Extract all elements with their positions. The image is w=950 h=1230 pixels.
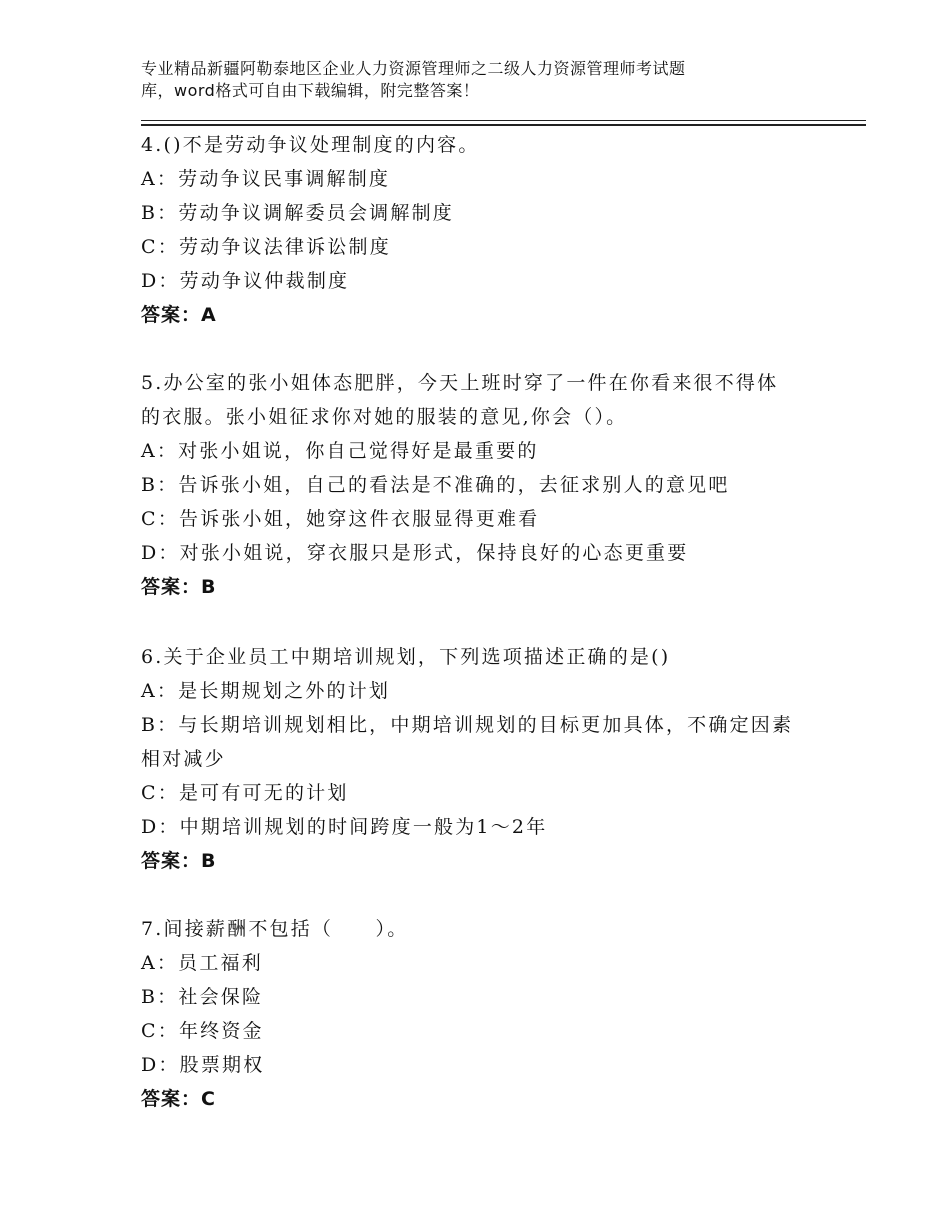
question-stem: 7.间接薪酬不包括（ ）。 [141,918,409,940]
option-c: C：劳动争议法律诉讼制度 [141,236,391,258]
question-4 [141,128,821,332]
header-divider-thick [141,124,866,126]
option-b-continued: 相对减少 [141,748,226,770]
option-a: A：员工福利 [141,952,263,974]
option-b: B：劳动争议调解委员会调解制度 [141,202,454,224]
option-d: D：股票期权 [141,1054,265,1076]
option-c: C：告诉张小姐，她穿这件衣服显得更难看 [141,508,540,530]
option-a: A：对张小姐说，你自己觉得好是最重要的 [141,440,539,462]
answer-line: 答案：A [141,304,217,326]
header-line-1: 专业精品新疆阿勒泰地区企业人力资源管理师之二级人力资源管理师考试题 [141,59,686,78]
header-divider-thin [141,120,866,121]
question-stem: 6.关于企业员工中期培训规划，下列选项描述正确的是() [141,646,671,668]
document-header [141,58,801,102]
question-stem-line-2: 的衣服。张小姐征求你对她的服装的意见,你会（）。 [141,406,628,428]
question-5 [141,366,821,604]
option-d: D：对张小姐说，穿衣服只是形式，保持良好的心态更重要 [141,542,689,564]
option-b: B：与长期培训规划相比，中期培训规划的目标更加具体，不确定因素 [141,714,794,736]
question-stem-line-1: 5.办公室的张小姐体态肥胖，今天上班时穿了一件在你看来很不得体 [141,372,779,394]
answer-line: 答案：B [141,850,217,872]
question-6 [141,640,821,878]
option-a: A：是长期规划之外的计划 [141,680,391,702]
question-stem: 4.()不是劳动争议处理制度的内容。 [141,134,480,156]
answer-line: 答案：B [141,576,217,598]
option-b: B：社会保险 [141,986,264,1008]
question-7 [141,912,821,1116]
option-d: D：中期培训规划的时间跨度一般为1～2年 [141,816,548,838]
answer-line: 答案：C [141,1088,216,1110]
option-c: C：是可有可无的计划 [141,782,349,804]
option-b: B：告诉张小姐，自己的看法是不准确的，去征求别人的意见吧 [141,474,730,496]
header-line-2: 库，word格式可自由下载编辑，附完整答案！ [141,81,480,100]
option-a: A：劳动争议民事调解制度 [141,168,391,190]
option-d: D：劳动争议仲裁制度 [141,270,350,292]
option-c: C：年终资金 [141,1020,264,1042]
